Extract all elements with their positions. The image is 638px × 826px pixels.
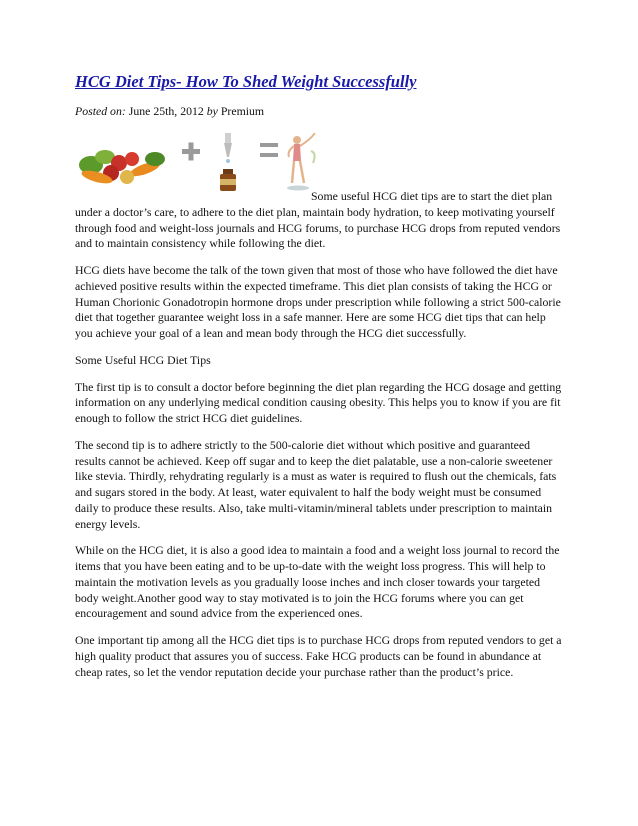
diet-illustration [75,133,563,189]
article-paragraph: HCG diets have become the talk of the town given that most of those who have followed the diet have achieved positive results within the expected timeframe. This diet plan consists of taking the HCG or Human Chorionic Gonadotropin hormone drops under prescription while following a strict 500-calorie diet that together guarantee weight loss in a safe manner. Here are some HCG diet tips that can help you achieve your goal of a lean and mean body through the HCG diet successfully. [75,263,561,340]
posted-label: Posted on: [75,104,126,118]
vegetables-icon [79,150,165,186]
paragraph-text: Some useful HCG diet tips are to start the diet plan under a doctor’s care, to adhere to the diet plan, maintain body hydration, to keep motivating yourself through food and weight-loss journals and HCG forums, to purchase HCG drops from reputed vendors and to maintain consistency while following the diet. [75,189,561,251]
plus-icon [182,143,200,161]
article [75,72,563,691]
section-heading: Some Useful HCG Diet Tips [75,352,211,367]
article-paragraph: The second tip is to adhere strictly to the 500-calorie diet without which positive and guaranteed results cannot be achieved. Keep off sugar and to keep the diet palatable, use a non-calorie sweetener like stevia. Thirdly, rehydrating regularly is a must as water is required to flush out the chemicals, fats and sugars stored in the body. At least, water equivalent to half the body weight must be consumed daily to produce these results. Also, take multi-vitamin/mineral tablets under prescription to maintain energy levels. [75,437,557,531]
equals-icon [260,143,278,157]
article-title-link[interactable]: HCG Diet Tips- How To Shed Weight Successfully [75,72,417,91]
article-paragraph: The first tip is to consult a doctor before beginning the diet plan regarding the HCG dosage and getting information on any underlying medical condition causing obesity. This helps you to know if you are fit enough to follow the strict HCG diet guidelines. [75,379,562,425]
article-paragraph: While on the HCG diet, it is also a good idea to maintain a food and a weight loss journal to record the items that you have been eating and to be up-to-date with the weight loss progress. This will help to maintain the motivation levels as you gradually loose inches and inch closer towards your targeted body weight.Another good way to stay motivated is to join the HCG forums where you can get encouragement and sound advice from the experienced ones. [75,543,560,621]
author-name: Premium [220,104,265,118]
by-label: by [206,104,218,118]
slim-woman-icon [287,133,315,191]
hcg-drops-bottle-icon [220,133,236,191]
article-paragraph: One important tip among all the HCG diet tips is to purchase HCG drops from reputed vendors to get a high quality product that assures you of success. Fake HCG products can be found in abundance at cheap rates, so let the vendor reputation decide your purchase rather than the product’s price. [75,633,562,679]
posted-date: June 25th, 2012 [128,104,204,118]
article-paragraph [75,189,563,252]
post-meta [75,104,563,119]
